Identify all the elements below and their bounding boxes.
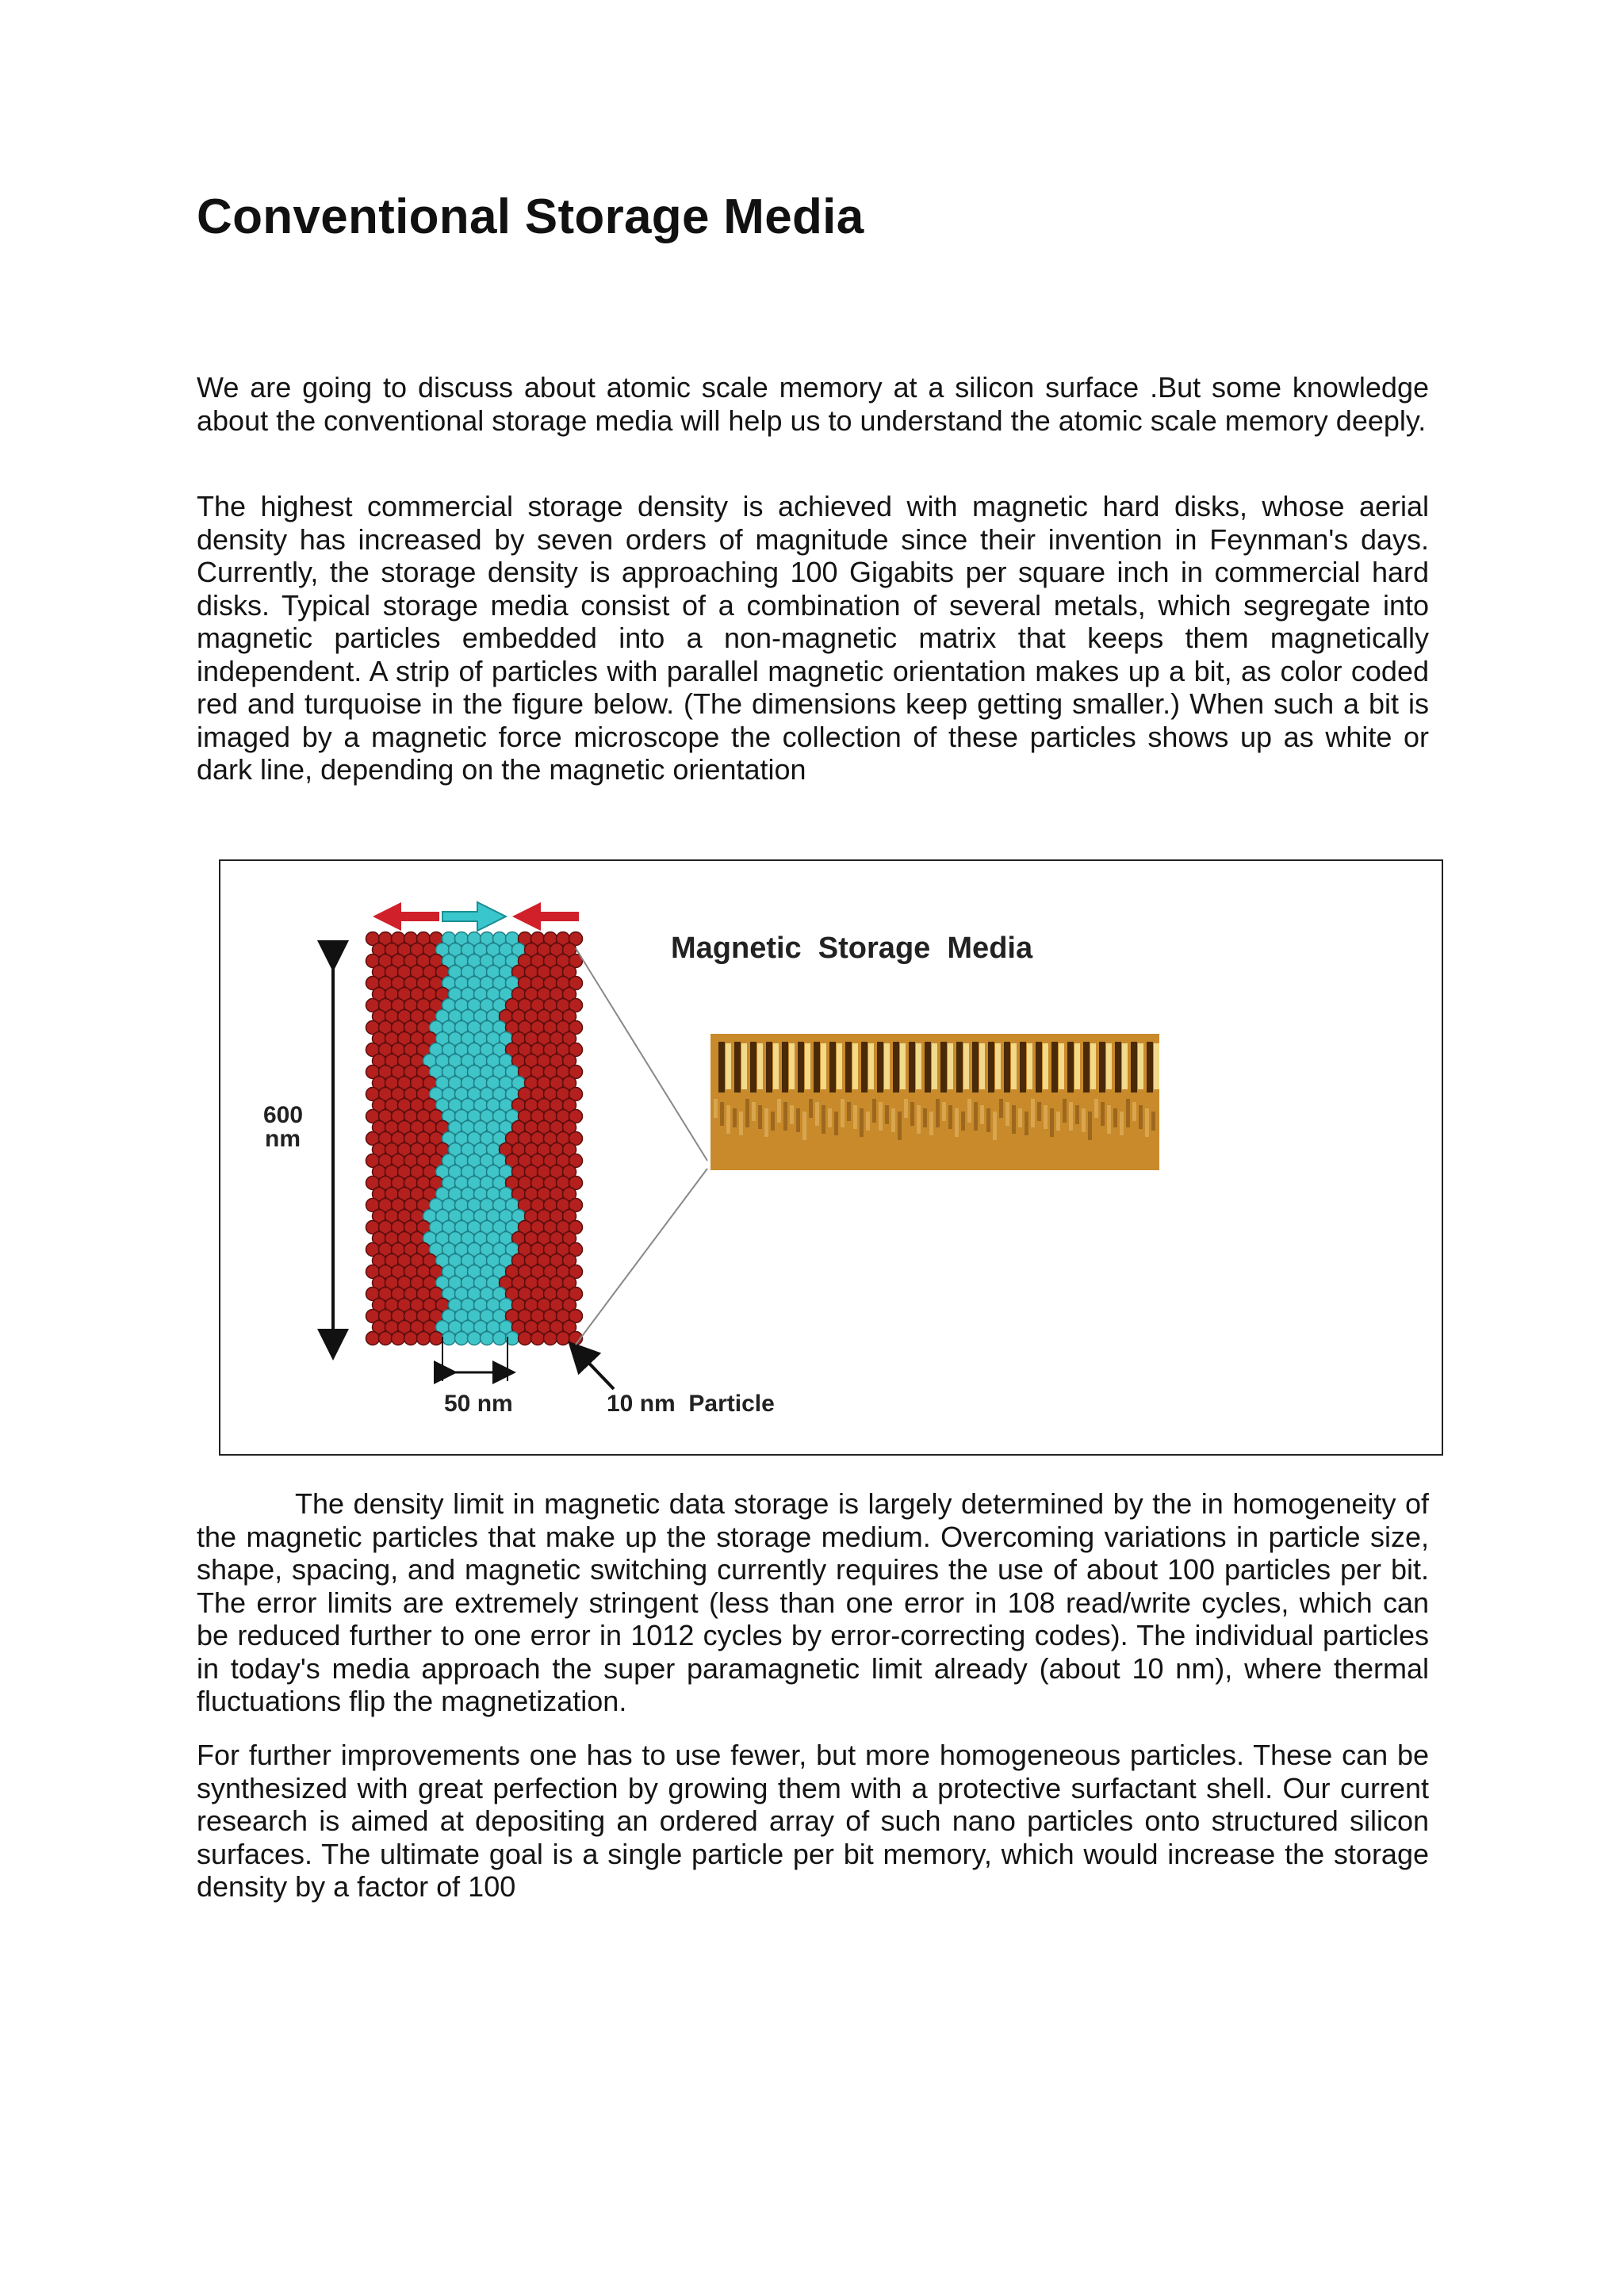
mfm-texture xyxy=(1044,1105,1048,1129)
mfm-texture xyxy=(1101,1102,1105,1126)
mfm-texture xyxy=(1126,1099,1130,1127)
mfm-light-stripe xyxy=(1043,1043,1048,1089)
mfm-light-stripe xyxy=(1027,1043,1032,1089)
mfm-texture xyxy=(974,1102,978,1131)
mfm-texture xyxy=(847,1102,851,1121)
turquoise-particle xyxy=(493,1332,507,1345)
mfm-texture xyxy=(955,1108,959,1137)
mfm-light-stripe xyxy=(821,1043,826,1089)
mfm-dark-stripe xyxy=(988,1042,994,1093)
mfm-dark-stripe xyxy=(893,1042,899,1093)
mfm-texture xyxy=(739,1112,743,1135)
mfm-dark-stripe xyxy=(1067,1042,1074,1093)
particle-strip xyxy=(366,932,583,1345)
mfm-texture xyxy=(910,1102,914,1126)
mfm-dark-stripe xyxy=(1099,1042,1105,1093)
mfm-texture xyxy=(967,1099,971,1123)
mfm-texture xyxy=(993,1112,997,1140)
mfm-dark-stripe xyxy=(1147,1042,1153,1093)
mfm-image xyxy=(710,1034,1159,1170)
mfm-texture xyxy=(834,1112,838,1135)
turquoise-particle xyxy=(468,1332,481,1345)
mfm-texture xyxy=(866,1112,870,1131)
red-particle xyxy=(544,1332,557,1345)
mfm-dark-stripe xyxy=(956,1042,963,1093)
mfm-texture xyxy=(1107,1105,1111,1134)
mfm-dark-stripe xyxy=(1004,1042,1010,1093)
paragraph-storage-density: The highest commercial storage density is achieved with magnetic hard disks, whose aerial density has increased by seven orders of magnitude since their invention in Feynman's days. Currently, the storage density is approaching 100 Gigabits per square inch in commercial hard disks. Typical storage media consist of a combination of several metals, which segregate into magnetic particles embedded into a non-magnetic matrix that keeps them magnetically independent. A strip of particles with parallel magnetic orientation makes up a bit, as color coded red and turquoise in the figure below. (The dimensions keep getting smaller.) When such a bit is imaged by a magnetic force microscope the collection of these particles shows up as white or dark line, depending on the magnetic orientation xyxy=(197,490,1429,786)
turquoise-particle xyxy=(455,1332,469,1345)
mfm-dark-stripe xyxy=(925,1042,931,1093)
mfm-texture xyxy=(822,1105,825,1134)
mfm-texture xyxy=(745,1099,749,1127)
mfm-texture xyxy=(1094,1099,1098,1118)
mfm-dark-stripe xyxy=(1083,1042,1090,1093)
mfm-texture xyxy=(1069,1102,1073,1131)
mfm-texture xyxy=(726,1105,730,1134)
mfm-light-stripe xyxy=(757,1043,763,1089)
magnetization-arrows xyxy=(373,902,579,931)
mfm-texture xyxy=(758,1105,762,1129)
mfm-texture xyxy=(980,1105,984,1124)
mfm-dark-stripe xyxy=(940,1042,947,1093)
mfm-dark-stripe xyxy=(1115,1042,1121,1093)
mfm-texture xyxy=(796,1108,800,1132)
red-particle xyxy=(430,1332,443,1345)
red-particle xyxy=(404,1332,418,1345)
red-particle xyxy=(557,1332,570,1345)
mfm-light-stripe xyxy=(1106,1043,1112,1089)
mfm-light-stripe xyxy=(963,1043,969,1089)
mfm-dark-stripe xyxy=(845,1042,852,1093)
paragraph-density-limit: The density limit in magnetic data storage is largely determined by the in homogeneity of the magnetic particles that make up the storage medium. Overcoming variations in particle size, shape, spacing, and magnetic switching currently requires the use of about 100 particles per bit. The error limits are extremely stringent (less than one error in 108 read/write cycles, which can be reduced further to one error in 1012 cycles by error-correcting codes). The individual particles in today's media approach the super paramagnetic limit already (about 10 nm), where thermal fluctuations flip the magnetization. xyxy=(197,1487,1429,1717)
mfm-texture xyxy=(853,1105,857,1129)
red-particle xyxy=(379,1332,393,1345)
mfm-light-stripe xyxy=(1011,1043,1017,1089)
mfm-dark-stripe xyxy=(861,1042,868,1093)
mfm-texture xyxy=(1037,1102,1041,1121)
mfm-texture xyxy=(879,1102,883,1131)
mfm-light-stripe xyxy=(948,1043,953,1089)
red-particle xyxy=(519,1332,532,1345)
mfm-texture xyxy=(1012,1105,1016,1134)
mfm-dark-stripe xyxy=(750,1042,756,1093)
mfm-light-stripe xyxy=(916,1043,921,1089)
mfm-texture xyxy=(777,1099,781,1123)
red-arrow-left-icon xyxy=(373,902,439,931)
mfm-texture xyxy=(1063,1099,1067,1123)
mfm-light-stripe xyxy=(932,1043,937,1089)
mfm-texture xyxy=(1145,1108,1149,1137)
mfm-texture xyxy=(1120,1112,1124,1135)
mfm-texture xyxy=(783,1102,787,1131)
mfm-light-stripe xyxy=(1154,1043,1159,1089)
mfm-texture xyxy=(929,1112,933,1135)
figure-magnetic-storage-media xyxy=(219,859,1443,1456)
mfm-texture xyxy=(1025,1112,1028,1135)
mfm-light-stripe xyxy=(726,1043,731,1089)
mfm-texture xyxy=(1005,1102,1009,1126)
red-particle xyxy=(531,1332,545,1345)
mfm-texture xyxy=(961,1112,965,1131)
zoom-line-bottom xyxy=(576,1169,707,1345)
red-arrow-left-icon xyxy=(512,902,579,931)
mfm-dark-stripe xyxy=(1131,1042,1137,1093)
red-particle xyxy=(366,1332,380,1345)
mfm-texture xyxy=(999,1099,1003,1118)
mfm-dark-stripe xyxy=(814,1042,820,1093)
mfm-texture xyxy=(1088,1112,1092,1140)
red-particle xyxy=(417,1332,431,1345)
height-label-unit: nm xyxy=(265,1126,301,1152)
mfm-texture xyxy=(891,1108,895,1132)
paragraph-further-improvements: For further improvements one has to use fewer, but more homogeneous particles. These can be synthesized with great perfection by growing them with a protective surfactant shell. Our current research is aimed at depositing an ordered array of such nano particles onto structured silicon surfaces. The ultimate goal is a single particle per bit memory, which would increase the storage density by a factor of 100 xyxy=(197,1739,1429,1903)
mfm-texture xyxy=(1056,1112,1060,1131)
height-label-value: 600 xyxy=(263,1102,304,1128)
mfm-light-stripe xyxy=(773,1043,779,1089)
mfm-texture xyxy=(1132,1102,1136,1121)
turquoise-arrow-right-icon xyxy=(442,902,506,931)
mfm-dark-stripe xyxy=(877,1042,883,1093)
mfm-texture xyxy=(1151,1112,1155,1131)
mfm-texture xyxy=(720,1102,724,1126)
mfm-texture xyxy=(1050,1108,1054,1137)
mfm-dark-stripe xyxy=(829,1042,836,1093)
mfm-texture xyxy=(986,1108,990,1132)
mfm-texture xyxy=(904,1099,908,1118)
mfm-dark-stripe xyxy=(1036,1042,1042,1093)
mfm-light-stripe xyxy=(1138,1043,1143,1089)
mfm-dark-stripe xyxy=(766,1042,772,1093)
width-label: 50 nm xyxy=(444,1391,513,1417)
mfm-dark-stripe xyxy=(734,1042,741,1093)
mfm-texture xyxy=(942,1102,946,1121)
particle-pointer-line xyxy=(579,1353,614,1389)
zoom-line-top xyxy=(576,948,707,1161)
mfm-texture xyxy=(815,1102,819,1126)
mfm-dark-stripe xyxy=(909,1042,915,1093)
mfm-texture xyxy=(764,1108,768,1137)
mfm-texture xyxy=(802,1112,806,1140)
mfm-texture xyxy=(1113,1108,1117,1127)
mfm-texture xyxy=(790,1105,794,1124)
mfm-light-stripe xyxy=(1090,1043,1096,1089)
mfm-texture xyxy=(771,1112,775,1131)
mfm-light-stripe xyxy=(741,1043,747,1089)
mfm-light-stripe xyxy=(1059,1043,1064,1089)
mfm-texture xyxy=(898,1112,902,1140)
particle-label: 10 nm Particle xyxy=(607,1391,775,1417)
mfm-light-stripe xyxy=(868,1043,874,1089)
page-title: Conventional Storage Media xyxy=(197,189,864,244)
mfm-light-stripe xyxy=(995,1043,1001,1089)
mfm-texture xyxy=(936,1099,940,1127)
mfm-texture xyxy=(752,1102,756,1121)
mfm-dark-stripe xyxy=(782,1042,788,1093)
mfm-texture xyxy=(948,1105,952,1129)
mfm-texture xyxy=(828,1108,832,1127)
mfm-dark-stripe xyxy=(972,1042,979,1093)
mfm-texture xyxy=(923,1108,927,1127)
mfm-dark-stripe xyxy=(1051,1042,1058,1093)
mfm-texture xyxy=(1075,1105,1079,1124)
mfm-texture xyxy=(860,1108,864,1137)
red-particle xyxy=(392,1332,405,1345)
mfm-texture xyxy=(885,1105,889,1124)
mfm-light-stripe xyxy=(805,1043,810,1089)
mfm-light-stripe xyxy=(979,1043,985,1089)
mfm-light-stripe xyxy=(884,1043,890,1089)
mfm-light-stripe xyxy=(1122,1043,1128,1089)
mfm-light-stripe xyxy=(852,1043,858,1089)
mfm-texture xyxy=(841,1099,845,1127)
mfm-texture xyxy=(809,1099,813,1118)
figure-heading: Magnetic Storage Media xyxy=(671,932,1033,965)
mfm-light-stripe xyxy=(789,1043,795,1089)
mfm-dark-stripe xyxy=(798,1042,804,1093)
mfm-texture xyxy=(1082,1108,1086,1132)
paragraph-intro: We are going to discuss about atomic scale memory at a silicon surface .But some knowledge about the conventional storage media will help us to understand the atomic scale memory deeply. xyxy=(197,371,1429,437)
mfm-texture xyxy=(1031,1099,1035,1127)
mfm-dark-stripe xyxy=(1020,1042,1026,1093)
mfm-texture xyxy=(733,1108,737,1127)
mfm-texture xyxy=(1018,1108,1022,1127)
mfm-dark-stripe xyxy=(718,1042,725,1093)
figure-illustration xyxy=(220,861,1445,1457)
mfm-texture xyxy=(1139,1105,1143,1129)
mfm-light-stripe xyxy=(837,1043,842,1089)
mfm-texture xyxy=(872,1099,876,1123)
turquoise-particle xyxy=(442,1332,456,1345)
mfm-light-stripe xyxy=(900,1043,906,1089)
mfm-light-stripe xyxy=(1074,1043,1080,1089)
turquoise-particle xyxy=(481,1332,494,1345)
mfm-texture xyxy=(917,1105,921,1134)
mfm-texture xyxy=(714,1099,718,1118)
